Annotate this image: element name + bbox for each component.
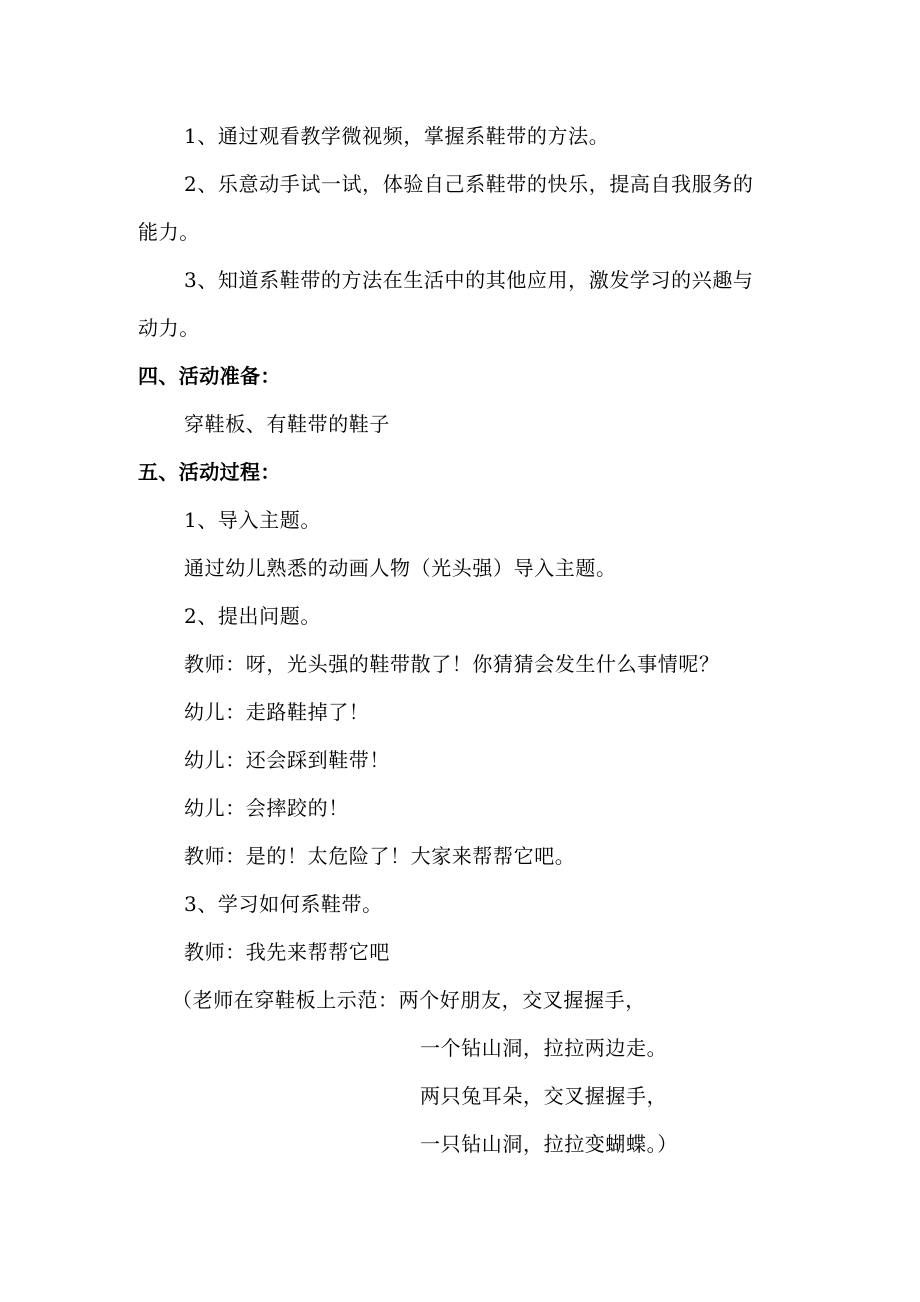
demo-intro: （老师在穿鞋板上示范：两个好朋友，交叉握握手， — [172, 988, 646, 1012]
step-1-text: 通过幼儿熟悉的动画人物（光头强）导入主题。 — [184, 556, 617, 580]
teacher-line: 教师：我先来帮帮它吧 — [184, 940, 390, 964]
goal-item-3-line-1: 3、知道系鞋带的方法在生活中的其他应用，激发学习的兴趣与 — [184, 268, 754, 292]
materials-text: 穿鞋板、有鞋带的鞋子 — [184, 412, 390, 436]
rhyme-line: 一个钻山洞，拉拉两边走。 — [420, 1036, 668, 1060]
step-1-title: 1、导入主题。 — [184, 508, 321, 532]
section-4-heading: 四、活动准备： — [138, 364, 281, 388]
dialogue-line: 教师：是的！太危险了！大家来帮帮它吧。 — [184, 844, 576, 868]
rhyme-line: 一只钻山洞，拉拉变蝴蝶。） — [420, 1132, 678, 1156]
dialogue-line: 幼儿：会摔跤的！ — [184, 796, 349, 820]
step-2-title: 2、提出问题。 — [184, 604, 321, 628]
dialogue-line: 幼儿：还会踩到鞋带！ — [184, 748, 390, 772]
dialogue-line: 幼儿：走路鞋掉了！ — [184, 700, 370, 724]
dialogue-line: 教师：呀，光头强的鞋带散了！你猜猜会发生什么事情呢？ — [184, 652, 720, 676]
goal-item-2-line-2: 能力。 — [138, 220, 200, 244]
step-3-title: 3、学习如何系鞋带。 — [184, 892, 383, 916]
goal-item-3-line-2: 动力。 — [138, 316, 200, 340]
goal-item-2-line-1: 2、乐意动手试一试，体验自己系鞋带的快乐，提高自我服务的 — [184, 172, 754, 196]
section-5-heading: 五、活动过程： — [138, 460, 281, 484]
rhyme-line: 两只兔耳朵，交叉握握手， — [420, 1084, 668, 1108]
goal-item-1: 1、通过观看教学微视频，掌握系鞋带的方法。 — [184, 124, 610, 148]
